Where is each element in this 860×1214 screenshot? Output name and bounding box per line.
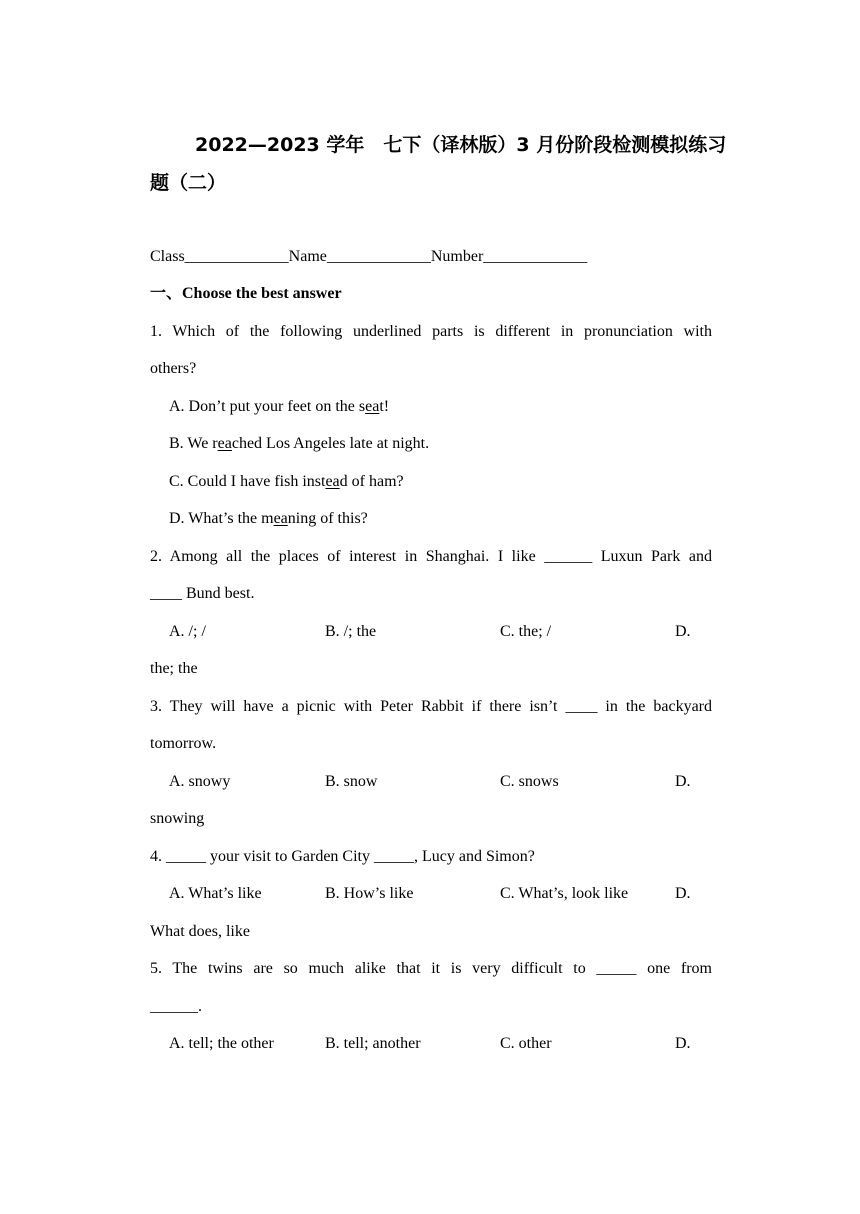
q2-option-c: C. the; / xyxy=(500,623,552,640)
underlined-part: ea xyxy=(365,398,380,415)
question-3-text: 3. They will have a picnic with Peter Rabbit if there isn’t ____ in the backyard xyxy=(150,698,712,715)
q2-option-b: B. /; the xyxy=(325,623,377,640)
q2-option-d-text: the; the xyxy=(150,660,198,677)
q1-option-d: D. What’s the meaning of this? xyxy=(169,510,368,527)
question-4-text: 4. _____ your visit to Garden City _____, Lucy and Simon? xyxy=(150,848,535,865)
question-2-text: 2. Among all the places of interest in Shanghai. I like ______ Luxun Park and xyxy=(150,548,712,565)
underlined-part: ea xyxy=(217,435,232,452)
q2-option-a: A. /; / xyxy=(169,623,206,640)
underlined-part: ea xyxy=(325,473,340,490)
q1-option-a: A. Don’t put your feet on the seat! xyxy=(169,398,390,415)
question-1-text-cont: others? xyxy=(150,360,197,377)
underlined-part: ea xyxy=(273,510,288,527)
question-1-text: 1. Which of the following underlined parts is different in pronunciation with xyxy=(150,323,712,340)
q3-option-d-letter: D. xyxy=(675,773,691,790)
q5-option-d-letter: D. xyxy=(675,1035,691,1052)
q4-option-d-letter: D. xyxy=(675,885,691,902)
q3-option-b: B. snow xyxy=(325,773,378,790)
q5-option-b: B. tell; another xyxy=(325,1035,421,1052)
q4-option-d-text: What does, like xyxy=(150,923,250,940)
q3-option-d-text: snowing xyxy=(150,810,205,827)
q2-option-d-letter: D. xyxy=(675,623,691,640)
q4-option-c: C. What’s, look like xyxy=(500,885,629,902)
student-info-line: Class_____________Name_____________Number_____________ xyxy=(150,248,588,265)
q4-option-b: B. How’s like xyxy=(325,885,414,902)
q3-option-c: C. snows xyxy=(500,773,559,790)
q5-option-a: A. tell; the other xyxy=(169,1035,274,1052)
title-line-1: 2022—2023 学年 七下（译林版）3 月份阶段检测模拟练习 xyxy=(195,134,727,156)
section-heading: 一、Choose the best answer xyxy=(150,285,342,302)
q3-option-a: A. snowy xyxy=(169,773,231,790)
title-line-2: 题（二） xyxy=(150,172,227,194)
q4-option-a: A. What’s like xyxy=(169,885,262,902)
question-5-text-cont: ______. xyxy=(150,998,202,1015)
q1-option-c: C. Could I have fish instead of ham? xyxy=(169,473,404,490)
question-5-text: 5. The twins are so much alike that it is very difficult to _____ one from xyxy=(150,960,712,977)
q5-option-c: C. other xyxy=(500,1035,552,1052)
question-2-text-cont: ____ Bund best. xyxy=(150,585,255,602)
question-3-text-cont: tomorrow. xyxy=(150,735,217,752)
q1-option-b: B. We reached Los Angeles late at night. xyxy=(169,435,430,452)
